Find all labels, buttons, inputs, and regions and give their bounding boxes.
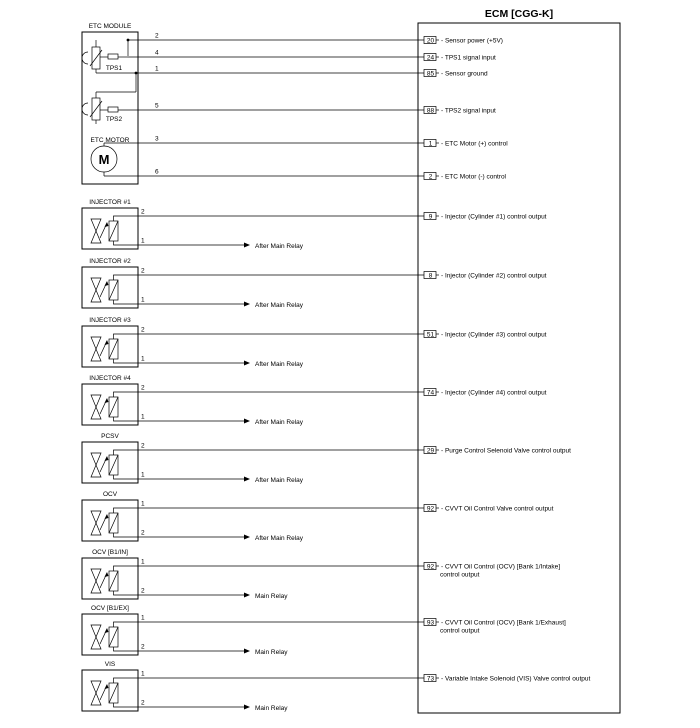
- ecm-pin-description: control output: [440, 627, 480, 635]
- component-pin-number: 1: [155, 65, 159, 73]
- relay-destination: After Main Relay: [255, 360, 304, 368]
- etc-connection: [128, 50, 496, 62]
- ecm-pin-description: - Injector (Cylinder #2) control output: [441, 272, 547, 280]
- component-pin-number: 2: [141, 326, 145, 334]
- solenoid-valve-icon: [91, 678, 138, 707]
- tps2-sensor: [82, 92, 138, 124]
- solenoid-valve-icon: [91, 392, 138, 421]
- relay-destination: After Main Relay: [255, 242, 304, 250]
- ecm-pin-description: - ETC Motor (+) control: [441, 140, 508, 148]
- component-pin-number: 2: [141, 267, 145, 275]
- component-pin-number: 2: [141, 208, 145, 216]
- ecm-pin-description: - TPS1 signal input: [441, 54, 496, 62]
- solenoid-valve-icon: [91, 508, 138, 537]
- ecm-pin-description: - Injector (Cylinder #4) control output: [441, 389, 547, 397]
- component-pin-number: 1: [141, 237, 145, 245]
- ecm-pin-number: 24: [426, 54, 435, 62]
- actuator-box: [82, 614, 138, 655]
- ecm-pin-description: - CVVT Oil Control (OCV) [Bank 1/Exhaust]: [441, 619, 566, 627]
- ecm-pin-description: - TPS2 signal input: [441, 107, 496, 115]
- actuator-label: INJECTOR #4: [89, 375, 131, 382]
- etc-connection: [128, 33, 503, 45]
- ecm-pin-description: - ETC Motor (-) control: [441, 173, 507, 181]
- component-pin-number: 3: [155, 135, 159, 143]
- arrow-right-icon: [244, 593, 250, 598]
- actuator-label: OCV [B1/EX]: [91, 605, 129, 612]
- etc-module: [82, 23, 138, 184]
- etc-motor: [91, 137, 138, 176]
- tps2-label: TPS2: [105, 116, 123, 123]
- etc-connection: [136, 66, 488, 78]
- actuator-box: [82, 670, 138, 711]
- component-pin-number: 1: [141, 614, 145, 622]
- ecm-pin-description: - Injector (Cylinder #3) control output: [441, 331, 547, 339]
- ecm-pin-number: 73: [426, 675, 435, 683]
- solenoid-valve-icon: [91, 334, 138, 363]
- ecm-pin-description: - Sensor ground: [441, 70, 488, 78]
- arrow-right-icon: [244, 477, 250, 482]
- component-pin-number: 2: [141, 587, 145, 595]
- solenoid-valve-icon: [91, 450, 138, 479]
- component-pin-number: 1: [141, 413, 145, 421]
- actuator: [82, 317, 547, 368]
- component-pin-number: 2: [141, 643, 145, 651]
- actuator-label: PCSV: [101, 433, 119, 440]
- arrow-right-icon: [244, 535, 250, 540]
- component-pin-number: 6: [155, 168, 159, 176]
- component-pin-number: 2: [141, 529, 145, 537]
- ecm-pin-number: 92: [426, 563, 435, 571]
- actuator: [82, 549, 560, 600]
- component-pin-number: 1: [141, 296, 145, 304]
- ecm-pin-number: 93: [426, 619, 435, 627]
- relay-destination: Main Relay: [255, 704, 288, 712]
- component-pin-number: 1: [141, 355, 145, 363]
- ecm-title: ECM [CGG-K]: [484, 8, 554, 20]
- ecm-pin-description: control output: [440, 571, 480, 579]
- component-pin-number: 5: [155, 102, 159, 110]
- actuator: [82, 491, 554, 542]
- tps1-label: TPS1: [105, 65, 123, 72]
- ecm-pin-number: 74: [426, 389, 435, 397]
- actuator: [82, 433, 571, 484]
- relay-destination: After Main Relay: [255, 301, 304, 309]
- ecm-pin-description: - CVVT Oil Control (OCV) [Bank 1/Intake]: [441, 563, 561, 571]
- etc-motor-label: ETC MOTOR: [90, 137, 130, 144]
- component-pin-number: 2: [141, 384, 145, 392]
- actuator-label: INJECTOR #2: [89, 258, 131, 265]
- component-pin-number: 2: [141, 699, 145, 707]
- component-pin-number: 1: [141, 471, 145, 479]
- component-pin-number: 2: [155, 32, 159, 40]
- actuator: [82, 258, 547, 309]
- component-pin-number: 4: [155, 49, 159, 57]
- etc-connection: [138, 169, 507, 181]
- etc-connection: [138, 136, 508, 148]
- relay-destination: Main Relay: [255, 592, 288, 600]
- solenoid-valve-icon: [91, 216, 138, 245]
- ecm-pin-number: 51: [426, 331, 435, 339]
- actuator-label: OCV: [102, 491, 118, 498]
- motor-symbol: M: [98, 152, 110, 167]
- arrow-right-icon: [244, 302, 250, 307]
- ecm-pin-number: 8: [428, 272, 433, 280]
- arrow-right-icon: [244, 361, 250, 366]
- arrow-right-icon: [244, 705, 250, 710]
- actuator: [82, 375, 547, 426]
- ecm-pin-number: 2: [428, 173, 433, 181]
- actuator-box: [82, 500, 138, 541]
- component-pin-number: 1: [141, 558, 145, 566]
- ecm-box: [418, 23, 620, 713]
- arrow-right-icon: [244, 649, 250, 654]
- etc-module-box: [82, 32, 138, 184]
- actuator: [82, 199, 547, 250]
- ecm-pin-description: - Variable Intake Solenoid (VIS) Valve control output: [441, 675, 591, 683]
- component-pin-number: 2: [141, 442, 145, 450]
- arrow-right-icon: [244, 243, 250, 248]
- actuator-box: [82, 558, 138, 599]
- ecm-pin-number: 1: [428, 140, 433, 148]
- solenoid-valve-icon: [91, 566, 138, 595]
- ecm-pin-number: 92: [426, 505, 435, 513]
- ecm-pin-description: - Injector (Cylinder #1) control output: [441, 213, 547, 221]
- solenoid-valve-icon: [91, 622, 138, 651]
- actuator-box: [82, 442, 138, 483]
- actuator-label: OCV [B1/IN]: [92, 549, 128, 556]
- relay-destination: Main Relay: [255, 648, 288, 656]
- ecm-pin-number: 20: [426, 37, 435, 45]
- arrow-right-icon: [244, 419, 250, 424]
- actuator-box: [82, 326, 138, 367]
- actuator-box: [82, 384, 138, 425]
- ecm-pin-description: - Sensor power (+5V): [441, 37, 503, 45]
- actuator-box: [82, 267, 138, 308]
- ecm-pin-number: 9: [428, 213, 433, 221]
- ecm-pin-description: - Purge Control Selenoid Valve control output: [441, 447, 571, 455]
- ecm-pin-number: 29: [426, 447, 435, 455]
- relay-destination: After Main Relay: [255, 476, 304, 484]
- etc-module-label: ETC MODULE: [88, 23, 132, 30]
- actuator: [82, 605, 566, 656]
- solenoid-valve-icon: [91, 275, 138, 304]
- actuator-label: VIS: [104, 661, 116, 668]
- actuator-box: [82, 208, 138, 249]
- component-pin-number: 1: [141, 500, 145, 508]
- actuator-label: INJECTOR #1: [89, 199, 131, 206]
- ecm-pin-number: 85: [426, 70, 435, 78]
- relay-destination: After Main Relay: [255, 418, 304, 426]
- ecm-pin-number: 88: [426, 107, 435, 115]
- actuator: [82, 661, 591, 712]
- etc-connection: [138, 103, 496, 115]
- actuator-label: INJECTOR #3: [89, 317, 131, 324]
- ecm-pin-description: - CVVT Oil Control Valve control output: [441, 505, 554, 513]
- component-pin-number: 1: [141, 670, 145, 678]
- relay-destination: After Main Relay: [255, 534, 304, 542]
